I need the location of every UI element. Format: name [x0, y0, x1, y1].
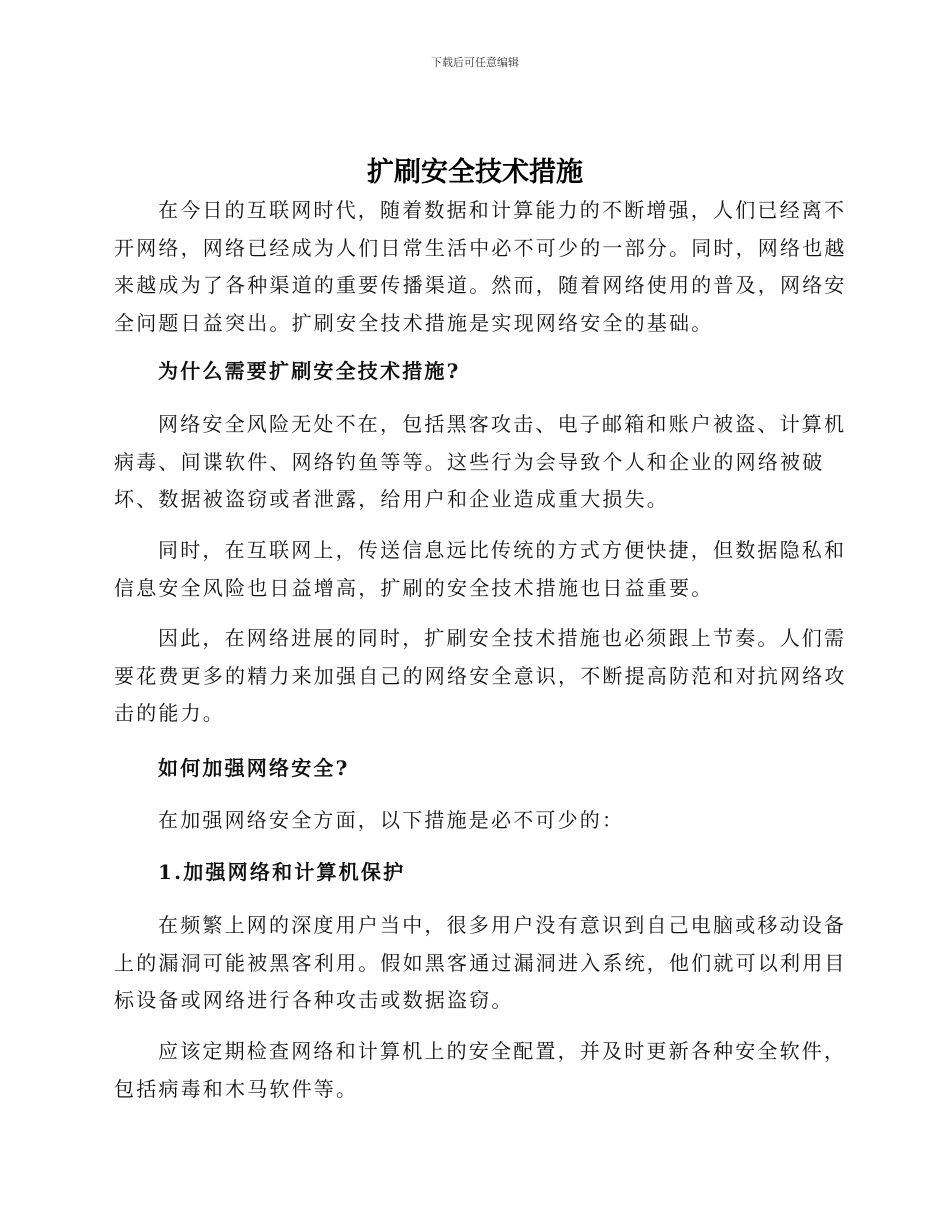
- text-line: 病毒、间谍软件、网络钓鱼等等。这些行为会导致个人和企业的网络被破: [114, 449, 825, 474]
- text-line: 来越成为了各种渠道的重要传播渠道。然而，随着网络使用的普及，网络安: [114, 273, 847, 297]
- heading-text: 为什么需要扩刷安全技术措施?: [158, 359, 461, 383]
- paragraph-privacy: [114, 532, 847, 607]
- text-line: 击的能力。: [114, 701, 225, 725]
- text-line: 信息安全风险也日益增高，扩刷的安全技术措施也日益重要。: [114, 575, 714, 600]
- section-heading-how: [114, 750, 838, 788]
- paragraph-vulnerabilities: [114, 907, 847, 1020]
- text-line: 要花费更多的精力来加强自己的网络安全意识，不断提高防范和对抗网络攻: [114, 663, 847, 688]
- heading-text: 1.加强网络和计算机保护: [158, 860, 406, 884]
- paragraph-update-software: [114, 1033, 847, 1108]
- text-line: 在加强网络安全方面，以下措施是必不可少的：: [158, 808, 625, 832]
- text-line: 全问题日益突出。扩刷安全技术措施是实现网络安全的基础。: [114, 310, 714, 335]
- text-line: 坏、数据被盗窃或者泄露，给用户和企业造成重大损失。: [114, 487, 669, 511]
- page-header-note: 下载后可任意编辑: [431, 56, 519, 69]
- section-heading-protection: [114, 854, 838, 892]
- text-line: 同时，在互联网上，传送信息远比传统的方式方便快捷，但数据隐私和: [158, 538, 847, 562]
- document-title: 扩刷安全技术措施: [367, 157, 583, 188]
- text-line: 上的漏洞可能被黑客利用。假如黑客通过漏洞进入系统，他们就可以利用目: [114, 950, 847, 975]
- text-line: 因此，在网络进展的同时，扩刷安全技术措施也必须跟上节奏。人们需: [158, 626, 847, 650]
- section-heading-why: [114, 353, 838, 391]
- text-line: 包括病毒和木马软件等。: [114, 1076, 359, 1101]
- paragraph-therefore: [114, 620, 847, 733]
- text-line: 标设备或网络进行各种攻击或数据盗窃。: [114, 988, 514, 1012]
- text-line: 在今日的互联网时代，随着数据和计算能力的不断增强，人们已经离不: [158, 198, 847, 222]
- paragraph-intro: [114, 192, 847, 342]
- heading-text: 如何加强网络安全?: [158, 756, 350, 780]
- paragraph-risks: [114, 406, 847, 519]
- paragraph-measures-intro: [114, 802, 838, 840]
- text-line: 开网络，网络已经成为人们日常生活中必不可少的一部分。同时，网络也越: [114, 235, 847, 260]
- text-line: 应该定期检查网络和计算机上的安全配置，并及时更新各种安全软件，: [158, 1039, 847, 1063]
- text-line: 网络安全风险无处不在，包括黑客攻击、电子邮箱和账户被盗、计算机: [158, 412, 847, 436]
- text-line: 在频繁上网的深度用户当中，很多用户没有意识到自己电脑或移动设备: [158, 913, 847, 937]
